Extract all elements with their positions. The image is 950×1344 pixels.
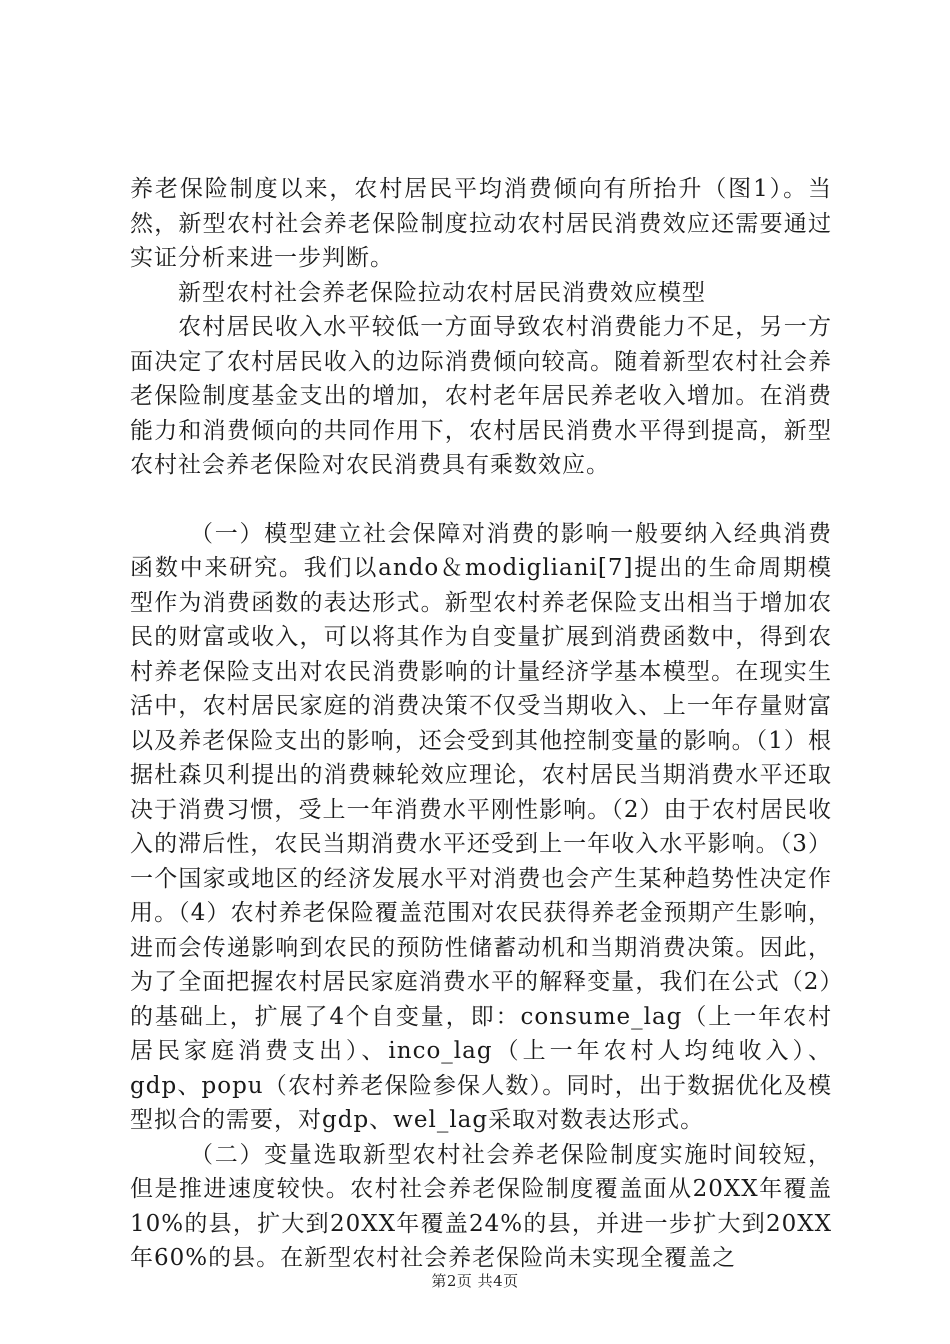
paragraph-spacer	[130, 483, 832, 517]
paragraph-continuation: 养老保险制度以来，农村居民平均消费倾向有所抬升（图1）。当然，新型农村社会养老保险制度拉动农村居民消费效应还需要通过实证分析来进一步判断。	[130, 176, 832, 271]
section-heading: 新型农村社会养老保险拉动农村居民消费效应模型	[178, 279, 706, 306]
paragraph-intro: 农村居民收入水平较低一方面导致农村消费能力不足，另一方面决定了农村居民收入的边际消费倾向较高。随着新型农村社会养老保险制度基金支出的增加，农村老年居民养老收入增加。在消费能力和消费倾向的共同作用下，农村居民消费水平得到提高，新型农村社会养老保险对农民消费具有乘数效应。	[130, 314, 832, 478]
document-body	[130, 172, 832, 1276]
paragraph-model: （一）模型建立社会保障对消费的影响一般要纳入经典消费函数中来研究。我们以ando＆modigliani[7]提出的生命周期模型作为消费函数的表达形式。新型农村养老保险支出相当于增加农民的财富或收入，可以将其作为自变量扩展到消费函数中，得到农村养老保险支出对农民消费影响的计量经济学基本模型。在现实生活中，农村居民家庭的消费决策不仅受当期收入、上一年存量财富以及养老保险支出的影响，还会受到其他控制变量的影响。（1）根据杜森贝利提出的消费棘轮效应理论，农村居民当期消费水平还取决于消费习惯，受上一年消费水平刚性影响。（2）由于农村居民收入的滞后性，农民当期消费水平还受到上一年收入水平影响。（3）一个国家或地区的经济发展水平对消费也会产生某种趋势性决定作用。（4）农村养老保险覆盖范围对农民获得养老金预期产生影响，进而会传递影响到农民的预防性储蓄动机和当期消费决策。因此，为了全面把握农村居民家庭消费水平的解释变量，我们在公式（2）的基础上，扩展了4个自变量，即：consume_lag（上一年农村居民家庭消费支出）、inco_lag（上一年农村人均纯收入）、gdp、popu（农村养老保险参保人数）。同时，出于数据优化及模型拟合的需要，对gdp、wel_lag采取对数表达形式。	[130, 520, 832, 1133]
page-footer: 第2页 共4页	[431, 1272, 519, 1290]
paragraph-variables: （二）变量选取新型农村社会养老保险制度实施时间较短，但是推进速度较快。农村社会养老保险制度覆盖面从20XX年覆盖10%的县，扩大到20XX年覆盖24%的县，并进一步扩大到20XX年60%的县。在新型农村社会养老保险尚未实现全覆盖之	[130, 1141, 832, 1271]
